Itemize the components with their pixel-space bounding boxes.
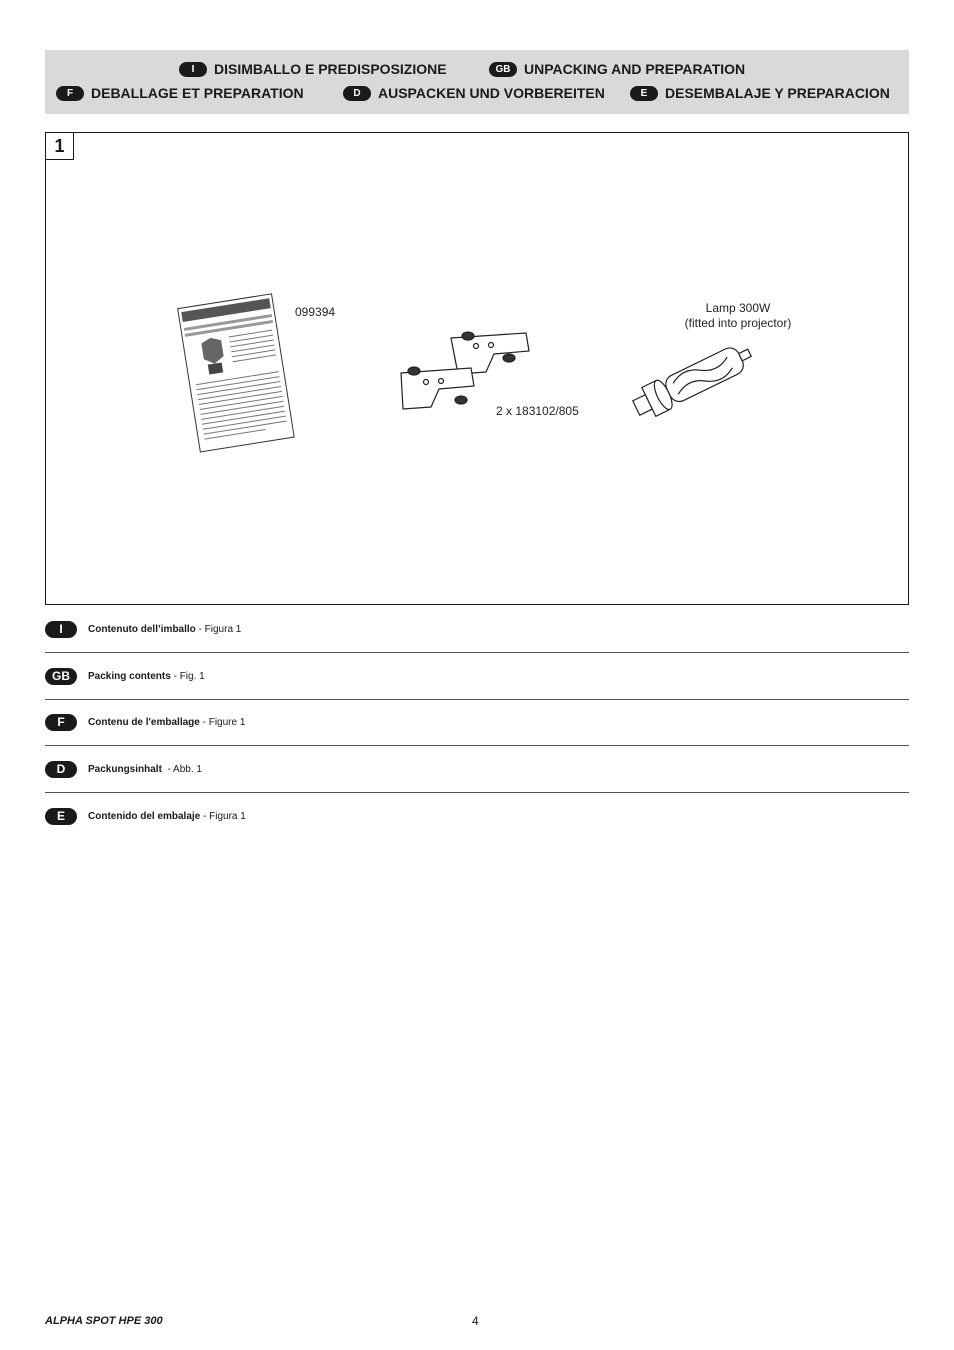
header-title-es: DESEMBALAJE Y PREPARACION (665, 85, 890, 101)
caption-text-es (88, 811, 246, 822)
language-badge-es: E (630, 86, 658, 101)
caption-title: Packing contents (88, 670, 171, 682)
caption-figure-ref: - Abb. 1 (161, 763, 202, 775)
caption-figure-ref: - Figura 1 (200, 810, 246, 822)
caption-text-de (88, 764, 202, 775)
caption-figure-ref: - Fig. 1 (170, 670, 205, 682)
header-title-gb: UNPACKING AND PREPARATION (524, 61, 746, 77)
caption-title: Contenuto dell’imballo (88, 623, 196, 635)
caption-title: Contenido del embalaje (88, 810, 201, 822)
header-title-fr: DEBALLAGE ET PREPARATION (91, 85, 304, 101)
language-badge-it: I (45, 621, 77, 638)
header-item-es (630, 85, 890, 101)
language-badge-es: E (45, 808, 77, 825)
language-badge-it: I (179, 62, 207, 77)
caption-text-fr (88, 717, 245, 728)
language-badge-gb: GB (45, 668, 77, 685)
language-badge-fr: F (45, 714, 77, 731)
language-badge-gb: GB (489, 62, 517, 77)
header-item-gb (489, 61, 745, 77)
header-title-it: DISIMBALLO E PREDISPOSIZIONE (214, 61, 447, 77)
caption-row-de (45, 746, 909, 793)
section-header (45, 50, 909, 114)
language-badge-de: D (343, 86, 371, 101)
caption-row-gb (45, 653, 909, 700)
figure-number: 1 (46, 133, 74, 160)
caption-row-it (45, 606, 909, 653)
caption-title: Packungsinhalt (88, 763, 162, 775)
language-badge-fr: F (56, 86, 84, 101)
caption-figure-ref: - Figure 1 (199, 716, 246, 728)
caption-row-fr (45, 699, 909, 746)
manual-illustration (176, 288, 301, 453)
caption-text-gb (88, 671, 205, 682)
header-item-it (179, 61, 447, 77)
footer-product-name: ALPHA SPOT HPE 300 (45, 1315, 163, 1327)
header-title-de: AUSPACKEN UND VORBEREITEN (378, 85, 605, 101)
language-badge-de: D (45, 761, 77, 778)
caption-text-it (88, 624, 241, 635)
bracket-code-label: 2 x 183102/805 (496, 404, 579, 418)
lamp-label-line2: (fitted into projector) (684, 316, 792, 330)
figure-1-box (45, 132, 909, 605)
caption-figure-ref: - Figura 1 (195, 623, 242, 635)
lamp-label (678, 301, 798, 331)
lamp-label-line1: Lamp 300W (705, 301, 771, 315)
manual-code-label: 099394 (295, 305, 336, 319)
caption-row-es (45, 793, 909, 839)
lamp-illustration (626, 333, 766, 428)
caption-title: Contenu de l'emballage (88, 716, 200, 728)
mounting-brackets-illustration (396, 318, 536, 418)
footer-page-number: 4 (472, 1314, 479, 1328)
header-item-de (343, 85, 605, 101)
header-item-fr (56, 85, 304, 101)
